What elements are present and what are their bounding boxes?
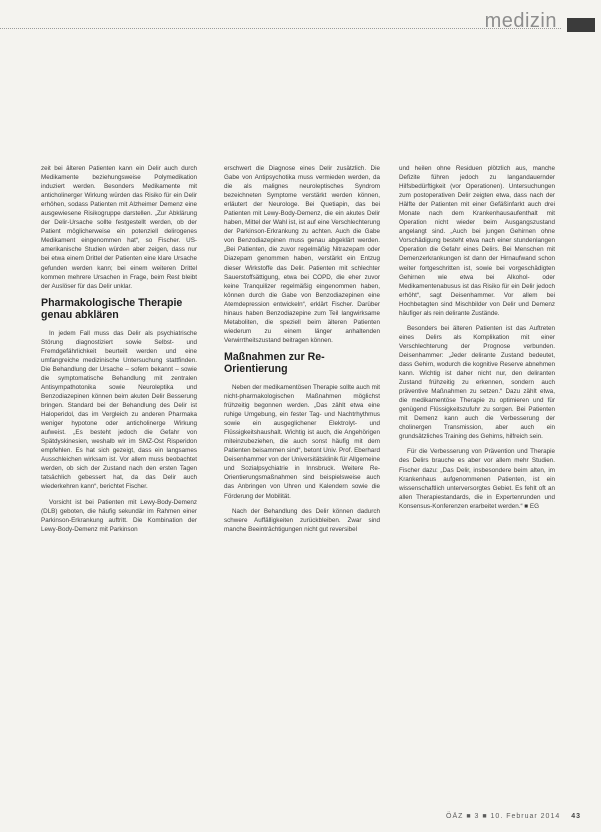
- page-number: 43: [571, 813, 581, 820]
- paragraph: zeit bei älteren Patienten kann ein Delir auch durch Medikamente beziehungsweise Polymedikation induziert werden. Besonders Medikamente mit anticholinerger Wirkung würden das Risiko für ein Delir erhöhen, sodass Patienten mit Alzheimer Demenz eine ausgewiesene Risikogruppe darstellen. „Zur Abklärung der Delir-Ursache sollte festgestellt werden, ob der Patient möglicherweise ein potenziell delirogenes Medikament eingenommen hat“, so Fischer. US-amerikanische Studien würden aber zeigen, dass nur bei etwa einem Drittel der Patienten eine klare Ursache gefunden werden kann; bei einem weiteren Drittel kommen mehrere Ursachen in Frage, beim Rest bleibt der Auslöser für das Delir unklar.: [41, 165, 197, 290]
- paragraph: erschwert die Diagnose eines Delir zusätzlich. Die Gabe von Antipsychotika muss vermieden werden, da die als malignes neuroleptisches Syndrom bezeichneten Symptome verstärkt werden können, erläutert der Neurologe. Bei Quetiapin, das bei Patienten mit Lewy-Body-Demenz, die ein akutes Delir haben, Mittel der Wahl ist, ist auf eine Verschlechterung der Parkinson-Erkrankung zu achten. Auch die Gabe von Benzodiazepinen muss genau abgeklärt werden. „Bei Patienten, die zuvor regelmäßig Nitrazepam oder Diazepam genommen haben, verstärkt ein Entzug dieser Wirkstoffe das Delir. Patienten mit schlechter Sauerstoffsättigung, etwa bei COPD, die eher zuvor keine Tranquilizer regelmäßig eingenommen haben, können durch die Gabe von Benzodiazepinen eine Atemdepression entwickeln“, erklärt Fischer. Darüber hinaus haben Benzodiazepine zum Teil langwirksame Metaboliten, die speziell beim älteren Patienten wiederum zu einem länger anhaltenden Verwirrtheitszustand beitragen können.: [224, 165, 380, 344]
- subheading: Maßnahmen zur Re-Orientierung: [224, 350, 325, 375]
- paragraph: Neben der medikamentösen Therapie sollte auch mit nicht-pharmakologischen Maßnahmen möglichst frühzeitig begonnen werden. „Das zählt etwa eine ruhige Umgebung, ein fester Tag- und Nachtrhythmus sowie ein ausgeglichener Elektrolyt- und Flüssigkeitshaushalt. Wichtig ist auch, die Angehörigen miteinzubeziehen, die auch sonst häufig mit dem Patienten beisammen sind“, betont Univ. Prof. Eberhard Deisenhammer von der Universitätsklinik für Allgemeine und Sozialpsychiatrie in Innsbruck. Weitere Re-Orientierungsmaßnahmen sind beispielsweise auch das Anbringen von Uhren und Kalendern sowie die Förderung der Mobilität.: [224, 383, 380, 500]
- paragraph: Für die Verbesserung von Prävention und Therapie des Delirs brauche es aber vor allem mehr Studien. Fischer dazu: „Das Delir, insbesondere beim alten, im Krankenhaus aufgenommenen Patienten, ist ein wissenschaftlich unterversorgtes Gebiet. Es fehlt oft an allen Therapiestandards, die in Expertenrunden und Konsensus-Konferenzen erarbeitet werden.“ ■ EG: [399, 448, 555, 510]
- section-tab-marker: [567, 18, 595, 32]
- text-column-1: [41, 164, 197, 540]
- text-column-3: [399, 164, 555, 517]
- paragraph: Nach der Behandlung des Delir können dadurch schwere Auffälligkeiten zurückbleiben. Zwar sind manche Beeinträchtigungen nicht gut reversibel: [224, 507, 380, 533]
- subheading: Pharmakologische Therapie genau abklären: [41, 296, 183, 321]
- header-rule: [0, 28, 561, 29]
- paragraph: In jedem Fall muss das Delir als psychiatrische Störung diagnostiziert sowie Selbst- und Fremdgefährlichkeit beurteilt werden und eine umfangreiche medizinische Untersuchung stattfinden. Die Behandlung der Ursache – sofern bekannt – sowie die symptomatische Behandlung mit zentralen Antisympathotonika sowie Neuroleptika und Benzodiazepinen können beim akuten Delir Besserung bringen. Standard bei der Behandlung des Delir ist Haloperidol, das im Vergleich zu anderen Pharmaka weniger hypotone oder anticholinerge Wirkung aufweist. „Es besteht jedoch die Gefahr von Spätdyskinesien, weshalb wir im SMZ-Ost Risperidon empfehlen. Es hat sich gezeigt, dass ein langsames Ausschleichen wirksam ist. Vor allem muss beobachtet werden, ob sich der Zustand nach den ersten Tagen tatsächlich gebessert hat, da das Delir auch wiederkehren kann“, berichtet Fischer.: [41, 329, 197, 491]
- page-footer: [446, 813, 581, 820]
- paragraph: Vorsicht ist bei Patienten mit Lewy-Body-Demenz (DLB) geboten, die häufig sekundär im Rahmen einer Parkinson-Erkrankung auftritt. Die Kombination der Lewy-Body-Demenz mit Parkinson: [41, 498, 197, 533]
- text-column-2: [224, 164, 380, 540]
- paragraph: Besonders bei älteren Patienten ist das Auftreten eines Delirs als Komplikation mit einer Verschlechterung der Prognose verbunden. Deisenhammer: „Jeder delirante Zustand bedeutet, dass Gehirn, wodurch die kognitive Reserve abnehmen kann. Wichtig ist daher nicht nur, den deliranten Zustand frühzeitig zu erkennen, sondern auch präventive Maßnahmen zu setzen.“ Dazu zählt etwa, die medikamentöse Therapie zu optimieren und für genügend Flüssigkeitszufuhr zu sorgen. Bei Patienten mit Demenz kann auch die Verbesserung der cholinergen Transmission, aber auch ein grundsätzliches Training des Gehirns, hilfreich sein.: [399, 324, 555, 441]
- section-title: medizin: [484, 10, 557, 32]
- issue-info: ÖÄZ ■ 3 ■ 10. Februar 2014: [446, 813, 561, 820]
- paragraph: und heilen ohne Residuen plötzlich aus, manche Defizite führen jedoch zu langandauernder Hilfsbedürftigkeit (vor Operationen). Untersuchungen zum postoperativen Delir zeigten etwa, dass nach der Hälfte der Patienten mit einer Gefäßinfarkt auch drei Monate nach dem Krankenhausaufenthalt mit Operation nicht wieder beim Ausgangszustand angelangt sind. „Auch bei jungen Gehirnen ohne Vorschädigung besteht etwa nach einer stundenlangen Operation die Gefahr eines Delirs. Bei Menschen mit Demenzerkrankungen ist dann der Hirnaufwand schon weiter fortgeschritten ist, sowie bei vorgeschädigten Gehirnen wie etwa bei Alkohol- oder Medikamentenabusus ist das Risiko für ein Delir jedoch erhöht“, sagt Deisenhammer. Vor allem bei Hochbetagten sind Mischbilder von Delir und Demenz häufiger als rein delirante Zustände.: [399, 165, 555, 317]
